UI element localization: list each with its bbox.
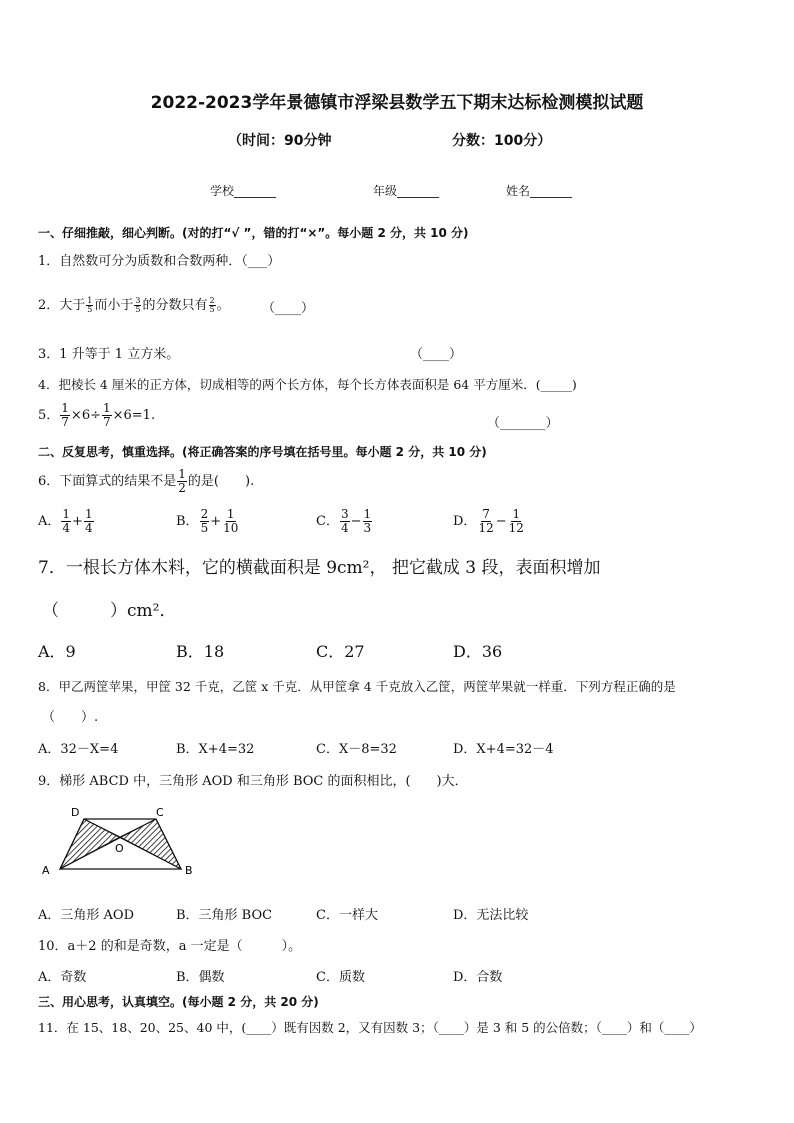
question-7-line-1: 7．一根长方体木料，它的横截面积是 9cm²， 把它截成 3 段，表面积增加: [38, 558, 601, 578]
q9-option-d: D．无法比较: [453, 908, 529, 923]
question-3-blank: （____）: [410, 347, 463, 362]
label-d: D: [71, 806, 80, 819]
question-5-blank: （_______）: [487, 416, 559, 431]
q6-option-a: A． $\frac{1}{4}$ + $\frac{1}{4}$: [38, 507, 93, 535]
question-3: 3．1 升等于 1 立方米。: [38, 347, 180, 362]
q9-option-a: A．三角形 AOD: [38, 908, 134, 923]
question-8-line-1: 8．甲乙两筐苹果，甲筐 32 千克，乙筐 x 千克．从甲筐拿 4 千克放入乙筐，两筐苹果就一样重．下列方程正确的是: [38, 679, 676, 694]
q6-option-c: C． $\frac{3}{4}$ − $\frac{1}{3}$: [316, 507, 372, 535]
triangle-boc: [120, 819, 181, 869]
q8-option-d: D．X+4=32－4: [453, 742, 554, 757]
question-6: 6．下面算式的结果不是 $\frac{1}{2}$ 的是( ).: [38, 467, 255, 495]
label-o: O: [115, 842, 124, 855]
q10-option-c: C．质数: [316, 970, 365, 985]
question-1: 1．自然数可分为质数和合数两种．（___）: [38, 254, 281, 269]
question-4: 4．把棱长 4 厘米的正方体，切成相等的两个长方体，每个长方体表面积是 64 平方厘米．(_____): [38, 377, 577, 392]
q6-option-d: D． $\frac{7}{12}$ − $\frac{1}{12}$: [453, 507, 524, 535]
q6-option-b: B． $\frac{2}{5}$ + $\frac{1}{10}$: [176, 507, 239, 535]
triangle-aod: [60, 819, 120, 869]
page-title: 2022-2023学年景德镇市浮梁县数学五下期末达标检测模拟试题: [150, 93, 644, 113]
question-11: 11．在 15、18、20、25、40 中，(____）既有因数 2，又有因数 3；（____）是 3 和 5 的公倍数；（____）和（____）: [38, 1020, 702, 1035]
label-b: B: [185, 864, 193, 877]
question-5: 5． $\frac{1}{7}$ ×6÷ $\frac{1}{7}$ ×6=1.: [38, 401, 156, 429]
question-7-line-2: （ ）cm²．: [42, 601, 177, 621]
q9-option-c: C．一样大: [316, 908, 378, 923]
q8-option-a: A．32－X=4: [38, 742, 119, 757]
section-1-heading: 一、仔细推敲，细心判断。(对的打“√ ”，错的打“×”。每小题 2 分，共 10 分): [38, 226, 469, 240]
q7-option-b: B．18: [176, 642, 225, 661]
q9-option-b: B．三角形 BOC: [176, 908, 273, 923]
q8-option-b: B．X+4=32: [176, 742, 255, 757]
question-2: 2．大于 $\frac{1}{5}$ 而小于 $\frac{3}{5}$ 的分数只有 $\frac{2}{5}$ 。: [38, 296, 230, 314]
q10-option-d: D．合数: [453, 970, 503, 985]
question-10: 10．a＋2 的和是奇数，a 一定是（ ）。: [38, 939, 302, 954]
label-c: C: [156, 806, 164, 819]
q10-option-b: B．偶数: [176, 970, 225, 985]
school-field: 学校_______: [210, 184, 277, 198]
section-2-heading: 二、反复思考，慎重选择。(将正确答案的序号填在括号里。每小题 2 分，共 10 分): [38, 445, 487, 459]
exam-score: 分数：100分）: [452, 133, 552, 149]
q7-option-a: A．9: [38, 642, 76, 661]
trapezoid-figure: [36, 802, 206, 882]
q7-option-c: C．27: [316, 642, 365, 661]
exam-time: （时间：90分钟: [228, 133, 332, 149]
q7-option-d: D．36: [453, 642, 503, 661]
question-8-line-2: （ ）.: [42, 710, 99, 725]
q8-option-c: C．X－8=32: [316, 742, 397, 757]
section-3-heading: 三、用心思考，认真填空。(每小题 2 分，共 20 分): [38, 995, 319, 1009]
question-2-blank: （____）: [262, 301, 315, 316]
label-a: A: [42, 864, 50, 877]
q10-option-a: A．奇数: [38, 970, 87, 985]
question-9: 9．梯形 ABCD 中，三角形 AOD 和三角形 BOC 的面积相比，( )大．: [38, 774, 468, 789]
grade-field: 年级_______: [373, 184, 440, 198]
name-field: 姓名_______: [506, 184, 573, 198]
